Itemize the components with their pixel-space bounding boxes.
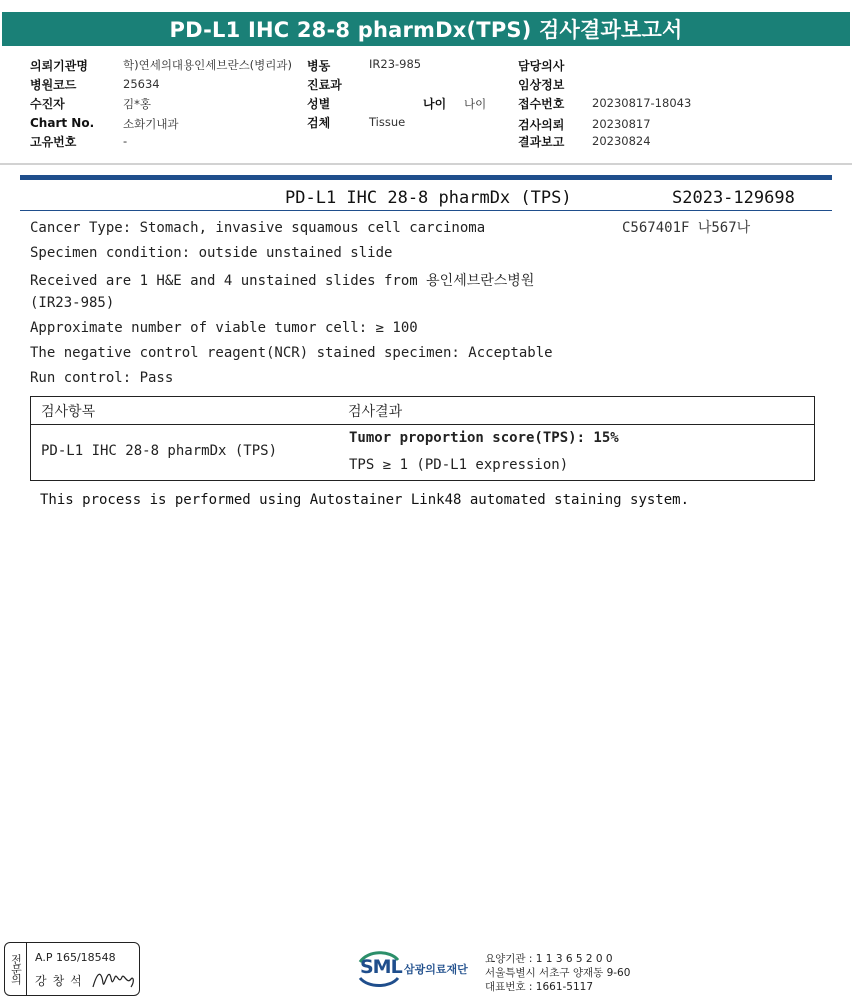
institution-code: 요양기관 : 1 1 3 6 5 2 0 0 (485, 953, 613, 965)
ward-label: 병동 (307, 59, 331, 73)
run-control-line: Run control: Pass (30, 370, 174, 386)
department-label: 진료과 (307, 78, 342, 92)
table-result-score: Tumor proportion score(TPS): 15% (349, 430, 619, 446)
result-table (30, 396, 815, 481)
report-title-rule (20, 210, 832, 211)
age-value: 나이 (464, 97, 487, 111)
stamp-specialist-label: 전문의 (5, 943, 27, 995)
pathologist-stamp (4, 942, 140, 996)
unique-label: 고유번호 (30, 135, 77, 149)
table-item: PD-L1 IHC 28-8 pharmDx (TPS) (41, 443, 278, 459)
cancer-type-line: Cancer Type: Stomach, invasive squamous cell carcinoma (30, 220, 486, 236)
viable-tumor-line: Approximate number of viable tumor cell: ≥ 100 (30, 320, 418, 336)
report-top-rule (20, 175, 832, 180)
report-number: S2023-129698 (672, 188, 795, 208)
doctor-label: 담당의사 (518, 59, 565, 73)
hospital-code-value: 25634 (123, 77, 160, 91)
patient-value: 김*홍 (123, 97, 151, 111)
report-title: PD-L1 IHC 28-8 pharmDx(TPS) 검사결과보고서 (2, 12, 850, 46)
received-ref-line: (IR23-985) (30, 295, 115, 311)
stamp-ap-number: A.P 165/18548 (35, 951, 116, 964)
clinical-info-label: 임상정보 (518, 78, 565, 92)
receipt-no-value: 20230817-18043 (592, 96, 692, 110)
col-item-header: 검사항목 (41, 404, 96, 420)
stamp-pathologist-name: 강창석 (35, 974, 88, 988)
logo-text: SML (360, 956, 402, 978)
chart-label: Chart No. (30, 116, 95, 130)
col-result-header: 검사결과 (348, 404, 403, 420)
ward-value: IR23-985 (369, 57, 422, 71)
test-title: PD-L1 IHC 28-8 pharmDx (TPS) (285, 188, 572, 208)
chart-value: 소화기내과 (123, 117, 179, 131)
sex-label: 성별 (307, 97, 331, 111)
signature-icon (91, 965, 137, 993)
receipt-no-label: 접수번호 (518, 97, 565, 111)
process-note: This process is performed using Autostainer Link48 automated staining system. (40, 492, 690, 508)
unique-value: - (123, 134, 128, 148)
header-divider (0, 163, 852, 165)
specimen-label: 검체 (307, 116, 331, 130)
specimen-condition-line: Specimen condition: outside unstained slide (30, 245, 393, 261)
table-header-rule (31, 424, 814, 425)
ncr-line: The negative control reagent(NCR) stained specimen: Acceptable (30, 345, 553, 361)
institution-value: 학)연세의대용인세브란스(병리과) (123, 58, 292, 72)
received-line: Received are 1 H&E and 4 unstained slides from 용인세브란스병원 (30, 273, 535, 289)
patient-label: 수진자 (30, 97, 65, 111)
report-date-label: 결과보고 (518, 135, 565, 149)
specimen-code: C567401F 나567나 (622, 220, 751, 236)
specimen-value: Tissue (369, 115, 406, 129)
institution-label: 의뢰기관명 (30, 59, 88, 73)
address: 서울특별시 서초구 양재동 9-60 (485, 967, 631, 979)
table-result-expression: TPS ≥ 1 (PD-L1 expression) (349, 457, 569, 473)
hospital-code-label: 병원코드 (30, 78, 77, 92)
logo-foundation: 삼광의료재단 (404, 963, 468, 976)
request-value: 20230817 (592, 117, 651, 131)
sml-logo (356, 948, 476, 988)
report-date-value: 20230824 (592, 134, 651, 148)
request-label: 검사의뢰 (518, 118, 565, 132)
phone-number: 대표번호 : 1661-5117 (485, 981, 594, 993)
age-label: 나이 (423, 97, 447, 111)
